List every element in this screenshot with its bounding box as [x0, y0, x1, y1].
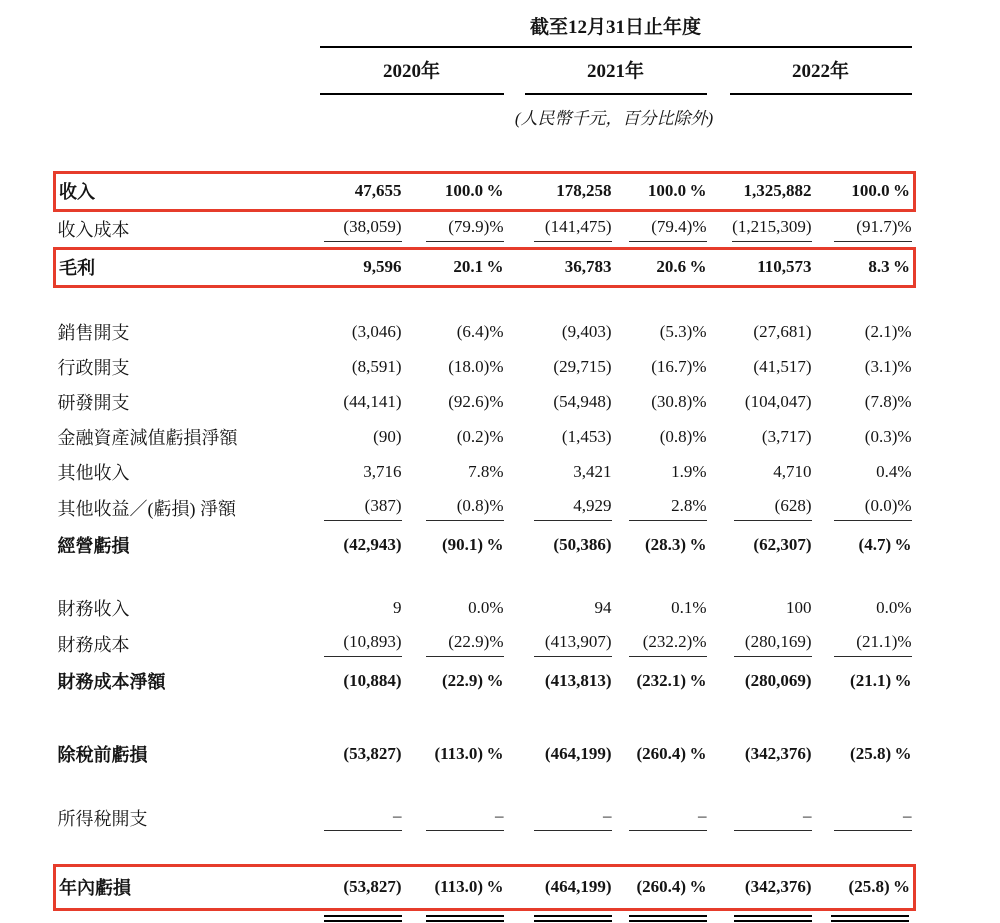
- cell-value: 100: [786, 597, 812, 617]
- amount-cell: [504, 419, 612, 454]
- spacer-row: [55, 771, 915, 799]
- cell-value: (44,141): [343, 391, 402, 411]
- double-rule-row: [55, 909, 915, 923]
- cell-value: (2.1)%: [864, 321, 912, 341]
- cell-value: (22.9)%: [426, 632, 504, 657]
- percent-cell: [812, 489, 915, 527]
- percent-cell: [402, 590, 504, 625]
- cell-value: (18.0)%: [448, 356, 504, 376]
- amount-cell: [707, 799, 812, 837]
- percent-cell: [402, 172, 504, 210]
- amount-cell: [504, 349, 612, 384]
- percent-cell: [812, 419, 915, 454]
- spacer-row: [55, 698, 915, 736]
- highlighted-table-row: [55, 865, 915, 909]
- amount-cell: [314, 865, 402, 909]
- amount-cell: [707, 210, 812, 248]
- amount-cell: [314, 248, 402, 286]
- percent-cell: [612, 590, 707, 625]
- amount-cell: [314, 625, 402, 663]
- cell-value: (6.4)%: [456, 321, 504, 341]
- cell-value: (232.2)%: [629, 632, 707, 657]
- amount-cell: [707, 248, 812, 286]
- cell-value: (280,069): [744, 670, 812, 690]
- cell-value: (92.6)%: [448, 391, 504, 411]
- percent-cell: [812, 527, 915, 562]
- amount-cell: [504, 799, 612, 837]
- percent-cell: [812, 314, 915, 349]
- row-label: 其他收益／(虧損) 淨額: [57, 499, 236, 519]
- table-row: [55, 349, 915, 384]
- cell-value: (10,884): [343, 670, 402, 690]
- spacer-row: [55, 837, 915, 865]
- percent-cell: [402, 314, 504, 349]
- cell-value: 100.0 %: [444, 181, 504, 200]
- financial-table-body: [55, 10, 915, 923]
- amount-cell: [504, 865, 612, 909]
- cell-value: –: [324, 806, 402, 831]
- percent-cell: [402, 799, 504, 837]
- table-row: [55, 314, 915, 349]
- row-label: 金融資產減值虧損淨額: [57, 427, 238, 448]
- table-row: [55, 527, 915, 562]
- amount-cell: [707, 349, 812, 384]
- cell-value: (113.0) %: [434, 743, 504, 763]
- cell-value: (413,813): [544, 670, 612, 690]
- percent-cell: [612, 625, 707, 663]
- percent-cell: [402, 663, 504, 698]
- cell-value: (0.0)%: [834, 496, 912, 521]
- cell-value: (232.1) %: [636, 670, 707, 690]
- percent-cell: [402, 865, 504, 909]
- row-label: 收入: [55, 172, 314, 210]
- cell-value: (5.3)%: [659, 321, 707, 341]
- cell-value: (79.4)%: [629, 217, 707, 242]
- cell-value: 1,325,882: [743, 181, 812, 200]
- cell-value: (42,943): [343, 534, 402, 554]
- percent-cell: [402, 454, 504, 489]
- percent-cell: [812, 172, 915, 210]
- amount-cell: [314, 663, 402, 698]
- cell-value: (0.8)%: [659, 426, 707, 446]
- cell-value: (41,517): [753, 356, 812, 376]
- row-label: 研發開支: [57, 392, 130, 413]
- percent-cell: [612, 663, 707, 698]
- percent-cell: [612, 172, 707, 210]
- cell-value: –: [426, 806, 504, 831]
- cell-value: (38,059): [324, 217, 402, 242]
- percent-cell: [402, 384, 504, 419]
- cell-value: (90.1) %: [442, 534, 504, 554]
- cell-value: (4.7) %: [858, 534, 912, 554]
- cell-value: (342,376): [744, 877, 812, 896]
- cell-value: (0.3)%: [864, 426, 912, 446]
- percent-cell: [812, 736, 915, 771]
- cell-value: (628): [734, 496, 812, 521]
- amount-cell: [504, 663, 612, 698]
- percent-cell: [612, 489, 707, 527]
- cell-value: (54,948): [553, 391, 612, 411]
- double-rule: [707, 909, 812, 923]
- cell-value: 0.4%: [876, 461, 912, 481]
- percent-cell: [402, 527, 504, 562]
- cell-value: (28.3) %: [645, 534, 707, 554]
- row-label: 收入成本: [57, 220, 130, 240]
- amount-cell: [707, 384, 812, 419]
- cell-value: (21.1) %: [850, 670, 912, 690]
- cell-value: (50,386): [553, 534, 612, 554]
- percent-cell: [812, 384, 915, 419]
- year-2021-label: 2021年: [525, 48, 707, 95]
- percent-cell: [402, 210, 504, 248]
- double-rule: [402, 909, 504, 923]
- cell-value: (25.8) %: [848, 877, 911, 896]
- cell-value: (3.1)%: [864, 356, 912, 376]
- header-spacer-cell: [55, 48, 314, 95]
- percent-cell: [402, 625, 504, 663]
- amount-cell: [314, 349, 402, 384]
- cell-value: 8.3 %: [868, 257, 911, 276]
- cell-value: (342,376): [744, 743, 812, 763]
- double-rule: [812, 909, 915, 923]
- table-row: [55, 663, 915, 698]
- cell-value: (9,403): [561, 321, 612, 341]
- cell-value: (21.1)%: [834, 632, 912, 657]
- row-label: 銷售開支: [57, 322, 130, 343]
- row-label: 年內虧損: [55, 865, 314, 909]
- cell-value: (464,199): [544, 877, 612, 896]
- unit-note: (人民幣千元，百分比除外): [514, 109, 714, 128]
- table-row: [55, 454, 915, 489]
- header-spacer-cell: [55, 10, 314, 48]
- amount-cell: [707, 865, 812, 909]
- cell-value: 3,421: [573, 461, 612, 481]
- percent-cell: [612, 314, 707, 349]
- percent-cell: [612, 865, 707, 909]
- amount-cell: [314, 454, 402, 489]
- amount-cell: [707, 314, 812, 349]
- amount-cell: [707, 489, 812, 527]
- cell-value: (387): [324, 496, 402, 521]
- header-note-row: [55, 95, 915, 129]
- cell-value: (8,591): [351, 356, 402, 376]
- percent-cell: [612, 527, 707, 562]
- cell-value: 0.1%: [671, 597, 707, 617]
- cell-value: (104,047): [744, 391, 812, 411]
- row-label: 行政開支: [57, 357, 130, 378]
- cell-value: (79.9)%: [426, 217, 504, 242]
- amount-cell: [314, 172, 402, 210]
- percent-cell: [402, 736, 504, 771]
- header-gap-row: [55, 129, 915, 172]
- year-2022-label: 2022年: [730, 48, 912, 95]
- cell-value: (113.0) %: [434, 877, 504, 896]
- period-title-cell: [314, 10, 915, 48]
- cell-value: (29,715): [553, 356, 612, 376]
- cell-value: 178,258: [556, 181, 612, 200]
- cell-value: 9,596: [363, 257, 402, 276]
- percent-cell: [812, 625, 915, 663]
- cell-value: (7.8)%: [864, 391, 912, 411]
- amount-cell: [504, 248, 612, 286]
- amount-cell: [314, 210, 402, 248]
- table-row: [55, 799, 915, 837]
- cell-value: (16.7)%: [651, 356, 707, 376]
- amount-cell: [707, 454, 812, 489]
- cell-value: (141,475): [534, 217, 612, 242]
- cell-value: (90): [373, 426, 402, 446]
- percent-cell: [612, 248, 707, 286]
- cell-value: 9: [393, 597, 402, 617]
- amount-cell: [707, 663, 812, 698]
- double-rule: [612, 909, 707, 923]
- year-2020-label: 2020年: [320, 48, 504, 95]
- row-label: 除稅前虧損: [57, 744, 148, 765]
- year-2021-cell: [504, 48, 707, 95]
- percent-cell: [612, 349, 707, 384]
- cell-value: (0.8)%: [426, 496, 504, 521]
- percent-cell: [812, 248, 915, 286]
- percent-cell: [812, 590, 915, 625]
- highlighted-table-row: [55, 172, 915, 210]
- percent-cell: [612, 419, 707, 454]
- table-row: [55, 736, 915, 771]
- cell-value: 0.0%: [876, 597, 912, 617]
- percent-cell: [812, 349, 915, 384]
- cell-value: (1,215,309): [732, 217, 811, 242]
- cell-value: (25.8) %: [850, 743, 912, 763]
- amount-cell: [504, 314, 612, 349]
- cell-value: 100.0 %: [851, 181, 911, 200]
- amount-cell: [707, 527, 812, 562]
- percent-cell: [402, 349, 504, 384]
- percent-cell: [612, 384, 707, 419]
- table-row: [55, 210, 915, 248]
- cell-value: (53,827): [343, 743, 402, 763]
- cell-value: (280,169): [734, 632, 812, 657]
- cell-value: 47,655: [354, 181, 402, 200]
- amount-cell: [504, 527, 612, 562]
- amount-cell: [314, 314, 402, 349]
- cell-value: –: [834, 806, 912, 831]
- year-2022-cell: [707, 48, 915, 95]
- cell-value: (22.9) %: [442, 670, 504, 690]
- cell-value: (260.4) %: [636, 743, 707, 763]
- row-label: 經營虧損: [57, 535, 130, 556]
- amount-cell: [314, 799, 402, 837]
- amount-cell: [504, 736, 612, 771]
- cell-value: (3,717): [761, 426, 812, 446]
- table-row: [55, 489, 915, 527]
- cell-value: (10,893): [324, 632, 402, 657]
- amount-cell: [504, 210, 612, 248]
- row-label: 財務收入: [57, 598, 130, 619]
- amount-cell: [314, 384, 402, 419]
- cell-value: (30.8)%: [651, 391, 707, 411]
- row-label: 財務成本: [57, 635, 130, 655]
- amount-cell: [707, 419, 812, 454]
- cell-value: (1,453): [561, 426, 612, 446]
- cell-value: 4,710: [773, 461, 812, 481]
- table-row: [55, 419, 915, 454]
- header-spacer-cell: [55, 95, 314, 129]
- cell-value: (464,199): [544, 743, 612, 763]
- percent-cell: [812, 799, 915, 837]
- row-label: 毛利: [55, 248, 314, 286]
- cell-value: (413,907): [534, 632, 612, 657]
- row-label: 其他收入: [57, 462, 130, 483]
- cell-value: 3,716: [363, 461, 402, 481]
- percent-cell: [612, 454, 707, 489]
- cell-value: 110,573: [757, 257, 812, 276]
- cell-value: 4,929: [534, 496, 612, 521]
- amount-cell: [504, 454, 612, 489]
- cell-value: 94: [594, 597, 612, 617]
- amount-cell: [314, 590, 402, 625]
- table-row: [55, 590, 915, 625]
- amount-cell: [707, 590, 812, 625]
- table-row: [55, 625, 915, 663]
- period-title: 截至12月31日止年度: [320, 10, 912, 48]
- row-label: 所得稅開支: [57, 809, 148, 829]
- cell-value: (3,046): [351, 321, 402, 341]
- cell-value: 36,783: [564, 257, 612, 276]
- cell-value: 1.9%: [671, 461, 707, 481]
- amount-cell: [314, 419, 402, 454]
- cell-value: (53,827): [343, 877, 402, 896]
- double-rule: [504, 909, 612, 923]
- header-period-row: [55, 10, 915, 48]
- year-2020-cell: [314, 48, 504, 95]
- amount-cell: [707, 625, 812, 663]
- table-row: [55, 384, 915, 419]
- double-rule: [314, 909, 402, 923]
- amount-cell: [314, 489, 402, 527]
- amount-cell: [707, 172, 812, 210]
- amount-cell: [504, 489, 612, 527]
- percent-cell: [612, 210, 707, 248]
- cell-value: –: [734, 806, 812, 831]
- highlighted-table-row: [55, 248, 915, 286]
- percent-cell: [402, 489, 504, 527]
- cell-value: (0.2)%: [456, 426, 504, 446]
- percent-cell: [402, 248, 504, 286]
- percent-cell: [612, 799, 707, 837]
- amount-cell: [504, 384, 612, 419]
- cell-value: 2.8%: [629, 496, 707, 521]
- cell-value: (27,681): [753, 321, 812, 341]
- percent-cell: [402, 419, 504, 454]
- cell-value: –: [534, 806, 612, 831]
- amount-cell: [504, 172, 612, 210]
- percent-cell: [812, 210, 915, 248]
- header-years-row: [55, 48, 915, 95]
- financial-statement-table: [53, 10, 916, 923]
- amount-cell: [504, 590, 612, 625]
- cell-value: 20.6 %: [656, 257, 707, 276]
- spacer-row: [55, 286, 915, 314]
- amount-cell: [314, 527, 402, 562]
- amount-cell: [707, 736, 812, 771]
- cell-value: (91.7)%: [834, 217, 912, 242]
- amount-cell: [504, 625, 612, 663]
- cell-value: (260.4) %: [636, 877, 707, 896]
- row-label: 財務成本淨額: [57, 671, 166, 692]
- spacer-row: [55, 562, 915, 590]
- cell-value: (62,307): [753, 534, 812, 554]
- cell-value: 7.8%: [468, 461, 504, 481]
- percent-cell: [612, 736, 707, 771]
- cell-value: 100.0 %: [647, 181, 707, 200]
- cell-value: 20.1 %: [453, 257, 504, 276]
- cell-value: –: [629, 806, 707, 831]
- percent-cell: [812, 663, 915, 698]
- cell-value: 0.0%: [468, 597, 504, 617]
- percent-cell: [812, 865, 915, 909]
- amount-cell: [314, 736, 402, 771]
- percent-cell: [812, 454, 915, 489]
